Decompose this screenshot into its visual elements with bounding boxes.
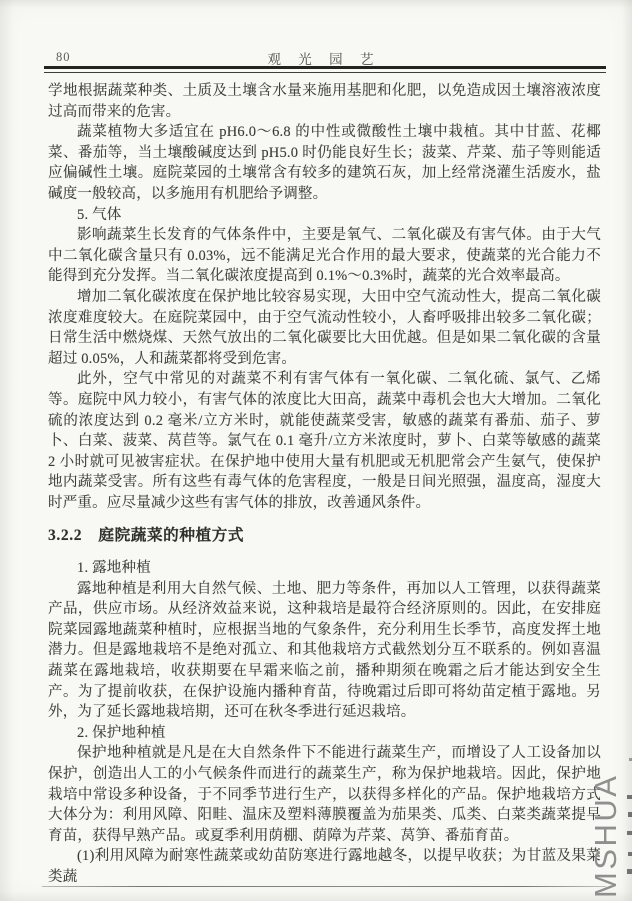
paragraph-gas-co2: 影响蔬菜生长发育的气体条件中，主要是氧气、二氧化碳及有害气体。由于大气中二氧化碳含量只有 0.03%，远不能满足光合作用的最大要求，使蔬菜的光合能力不能得到充分发挥。当二氧化碳浓度提高到 0.1%～0.3%时，蔬菜的光合效率最高。	[48, 227, 601, 285]
running-title: 观 光 园 艺	[267, 52, 381, 67]
bottom-rule	[42, 886, 606, 887]
paragraph-gas-harmful: 此外，空气中常见的对蔬菜不利有害气体有一氧化碳、二氧化硫、氯气、乙烯等。庭院中风力较小，有害气体的浓度比大田高，蔬菜中毒机会也大大增加。二氧化硫的浓度达到 0.2 毫米/立方米时，就能使蔬菜受害，敏感的蔬菜有番茄、茄子、萝卜、白菜、菠菜、莴苣等。氯气在 0.1 毫升/立方米浓度时，萝卜、白菜等敏感的蔬菜 2 小时就可见被害症状。在保护地中使用大量有机肥或无机肥常会产生氨气，使保护地内蔬菜受害。所有这些有毒气体的危害程度，一般是日间光照强，温度高，湿度大时严重。应尽量减少这些有害气体的排放，改善通风条件。	[48, 371, 601, 511]
page-number: 80	[56, 50, 71, 64]
running-header	[46, 48, 602, 66]
list-heading-gas: 5. 气体	[77, 206, 122, 223]
subheading-open-field: 1. 露地种植	[77, 560, 151, 577]
scan-artifact	[628, 852, 632, 856]
paragraph-soil-ph: 蔬菜植物大多适宜在 pH6.0～6.8 的中性或微酸性土壤中栽植。其中甘蓝、花椰菜、番茄等，当土壤酸碱度达到 pH5.0 时仍能良好生长；菠菜、芹菜、茄子等则能适应偏碱性土壤。庭院菜园的土壤常含有较多的建筑石灰，加上经常浇灌生活废水，盐碱度一般较高，以多施用有机肥给予调整。	[48, 124, 601, 202]
paragraph-protected: 保护地种植就是凡是在大自然条件下不能进行蔬菜生产，而增设了人工设备加以保护，创造出人工的小气候条件而进行的蔬菜生产，称为保护地栽培。因此，保护地栽培中常设多种设备，于不同季节进行生产，以获得多样化的产品。保护地栽培方式大体分为：利用风障、阳畦、温床及塑料薄膜覆盖为茄果类、瓜类、白菜类蔬菜提早育苗，获得早熟产品。或夏季利用荫棚、荫障为芹菜、莴笋、番茄育苗。	[48, 745, 601, 844]
scan-artifact	[628, 812, 632, 817]
body-text-column	[48, 81, 601, 888]
scan-artifact	[627, 831, 632, 835]
scan-artifact	[627, 795, 632, 799]
scan-artifact	[627, 869, 632, 874]
paragraph-open-field: 露地种植是利用大自然气候、土地、肥力等条件，再加以人工管理，以获得蔬菜产品，供应市场。从经济效益来说，这种栽培是最符合经济原则的。因此，在安排庭院菜园露地蔬菜种植时，应根据当地的气象条件，充分利用生长季节，高度发挥土地潜力。但是露地栽培不是绝对孤立、和其他栽培方式截然划分互不联系的。例如喜温蔬菜在露地栽培，收获期要在早霜来临之前，播种期须在晚霜之后才能达到安全生产。为了提前收获，在保护设施内播种育苗，待晚霜过后即可将幼苗定植于露地。另外，为了延长露地栽培期，还可在秋冬季进行延迟栽培。	[48, 580, 601, 721]
watermark-text: MSHUA	[588, 773, 623, 898]
paragraph-windbreak-item: (1)利用风障为耐寒性蔬菜或幼苗防寒进行露地越冬，以提早收获；为甘蓝及果菜类蔬	[48, 848, 601, 885]
subheading-protected: 2. 保护地种植	[77, 724, 166, 741]
section-heading-3-2-2: 3.2.2 庭院蔬菜的种植方式	[48, 527, 245, 545]
header-rule	[44, 66, 606, 73]
paragraph-fertilizer-continuation: 学地根据蔬菜种类、土质及土壤含水量来施用基肥和化肥，以免造成因土壤溶液浓度过高而带来的危害。	[48, 83, 601, 120]
paragraph-gas-courtyard: 增加二氧化碳浓度在保护地比较容易实现，大田中空气流动性大，提高二氧化碳浓度难度较大。在庭院菜园中，由于空气流动性较小，人畜呼吸排出较多二氧化碳；日常生活中燃烧煤、天然气放出的二氧化碳要比大田优越。但是如果二氧化碳的含量超过 0.05%，人和蔬菜都将受到危害。	[48, 288, 601, 367]
